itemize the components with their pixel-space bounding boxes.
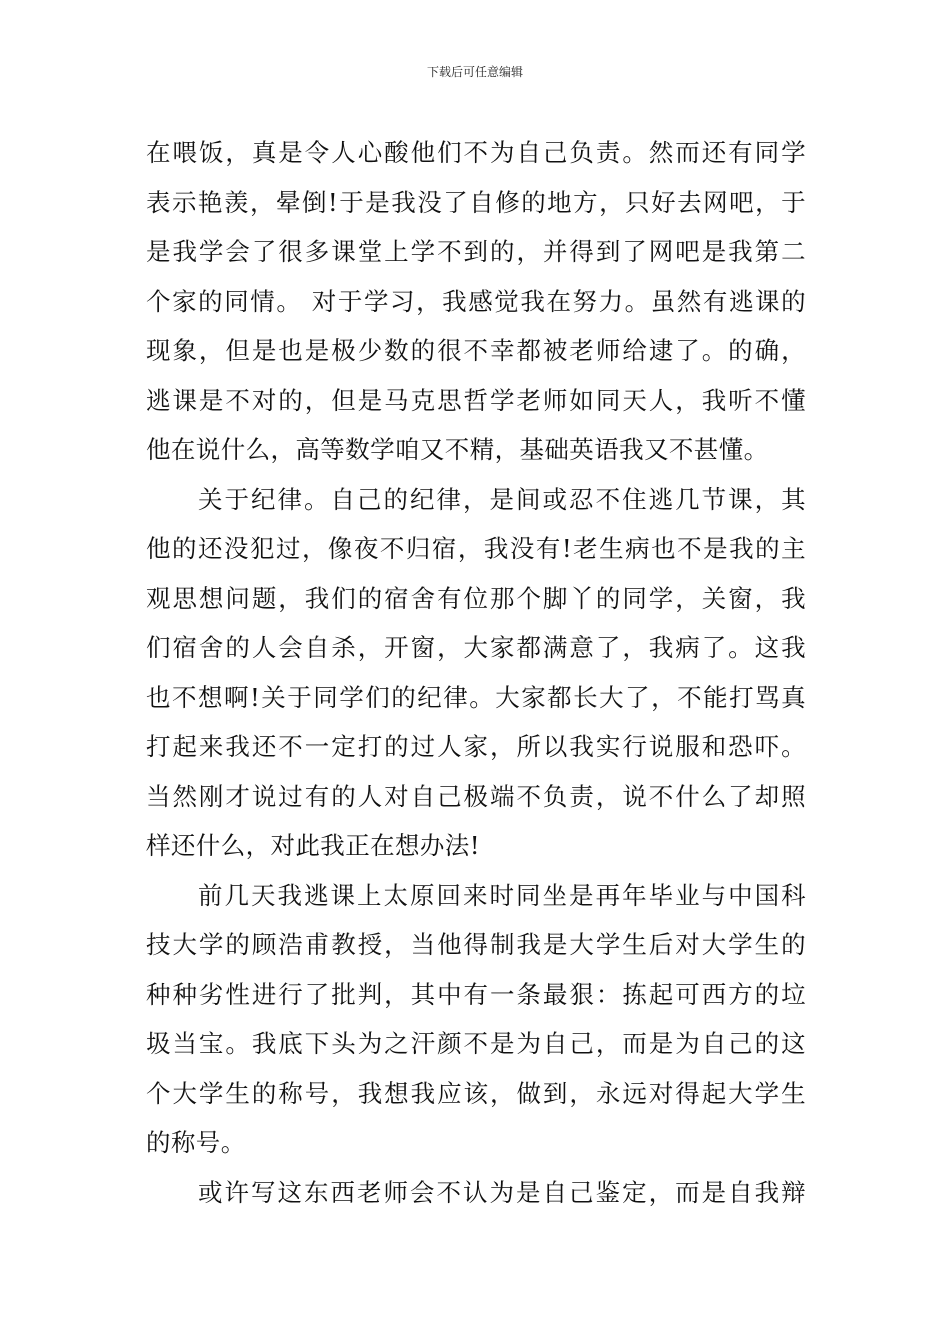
text-line: 他在说什么，高等数学咱又不精，基础英语我又不甚懂。 [146, 435, 769, 464]
text-line: 圾当宝。我底下头为之汗颜不是为自己，而是为自己的这 [146, 1029, 806, 1058]
paragraph [146, 475, 806, 871]
text-line: 关于纪律。自己的纪律，是间或忍不住逃几节课，其 [198, 484, 806, 514]
text-line: 或许写这东西老师会不认为是自己鉴定，而是自我辩 [198, 1177, 806, 1207]
text-line: 个家的同情。 对于学习，我感觉我在努力。虽然有逃课的 [146, 286, 806, 316]
text-line: 当然刚才说过有的人对自己极端不负责，说不什么了却照 [146, 781, 806, 811]
text-line: 是我学会了很多课堂上学不到的，并得到了网吧是我第二 [146, 237, 806, 266]
text-line: 打起来我还不一定打的过人家，所以我实行说服和恐吓。 [146, 732, 806, 761]
text-line: 在喂饭，真是令人心酸他们不为自己负责。然而还有同学 [146, 138, 806, 167]
paragraph [146, 128, 806, 475]
text-line: 现象，但是也是极少数的很不幸都被老师给逮了。的确， [146, 336, 806, 365]
text-line: 的称号。 [146, 1128, 246, 1157]
text-line: 种种劣性进行了批判，其中有一条最狠：拣起可西方的垃 [146, 979, 806, 1009]
text-line: 他的还没犯过，像夜不归宿，我没有!老生病也不是我的主 [146, 534, 806, 563]
text-line: 技大学的顾浩甫教授，当他得制我是大学生后对大学生的 [146, 930, 806, 959]
text-line: 们宿舍的人会自杀，开窗，大家都满意了，我病了。这我 [146, 633, 806, 662]
text-line: 样还什么，对此我正在想办法! [146, 831, 480, 860]
paragraph [146, 871, 806, 1168]
page-header-note: 下载后可任意编辑 [426, 65, 523, 79]
document-body [146, 128, 806, 1217]
paragraph [146, 1168, 806, 1218]
text-line: 表示艳羡，晕倒!于是我没了自修的地方，只好去网吧，于 [146, 187, 806, 217]
text-line: 观思想问题，我们的宿舍有位那个脚丫的同学，关窗，我 [146, 583, 806, 613]
text-line: 前几天我逃课上太原回来时同坐是再年毕业与中国科 [198, 880, 806, 910]
text-line: 也不想啊!关于同学们的纪律。大家都长大了，不能打骂真 [146, 682, 806, 712]
text-line: 逃课是不对的，但是马克思哲学老师如同天人，我听不懂 [146, 385, 806, 415]
text-line: 个大学生的称号，我想我应该，做到，永远对得起大学生 [146, 1078, 806, 1108]
